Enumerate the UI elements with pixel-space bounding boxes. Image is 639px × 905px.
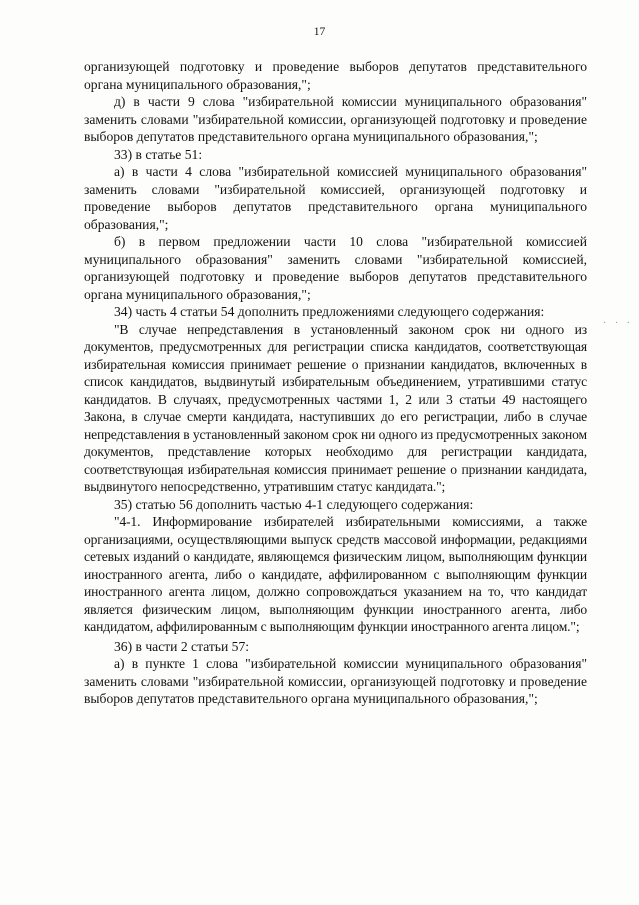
paragraph-item-36: 36) в части 2 статьи 57: (114, 638, 250, 654)
paragraph-item-36a: а) в пункте 1 слова "избирательной комиссии муниципального образования" заменить словами "избирательной комиссии, организующей подготовку и проведение выборов депутатов представительного органа муниципального образования,"; (84, 656, 587, 706)
document-body (84, 58, 587, 708)
paragraph-item-34: 34) часть 4 статьи 54 дополнить предложениями следующего содержания: (114, 304, 545, 319)
paragraph-quote-35: "4-1. Информирование избирателей избирательными комиссиями, а также организациями, осуществляющими выпуск средств массовой информации, редакциями сетевых изданий о кандидате, являющемся физическим лицом, выполняющим функции иностранного агента, либо о кандидате, аффилированном с выполняющим функции иностранного агента лицом, должно сопровождаться указанием на то, что кандидат является физическим лицом, выполняющим функции иностранного агента, либо кандидатом, аффилированным с выполняющим функции иностранного агента лицом."; (84, 514, 587, 634)
paragraph-item-33a: а) в части 4 слова "избирательной комиссией муниципального образования" заменить словами "избирательной комиссией, организующей подготовку и проведение выборов депутатов представительного органа муниципального образования,"; (84, 164, 587, 232)
page-number: 17 (313, 26, 326, 38)
scan-margin-marks: · · · (603, 318, 633, 329)
paragraph-item-35: 35) статью 56 дополнить частью 4-1 следующего содержания: (114, 496, 474, 512)
paragraph-quote-34: "В случае непредставления в установленный законом срок ни одного из документов, предусмотренных для регистрации списка кандидатов, соответствующая избирательная комиссия принимает решение о признании кандидатов, включенных в список кандидатов, выдвинутый избирательным объединением, утратившими статус кандидатов. В случаях, предусмотренных частями 1, 2 или 3 статьи 49 настоящего Закона, в случае смерти кандидата, наступивших до его регистрации, либо в случае непредставления в установленный законом срок ни одного из предусмотренных законом документов, представление которых необходимо для регистрации кандидата, соответствующая избирательная комиссия принимает решение о признании кандидата, выдвинутого непосредственно, утратившим статус кандидата."; (84, 321, 587, 494)
paragraph-item-d: д) в части 9 слова "избирательной комиссии муниципального образования" заменить словами "избирательной комиссии, организующей подготовку и проведение выборов депутатов представительного органа муниципального образования,"; (84, 94, 587, 144)
paragraph-item-33: 33) в статье 51: (114, 146, 203, 162)
paragraph-item-33b: б) в первом предложении части 10 слова "избирательной комиссией муниципального образования" заменить словами "избирательной комиссией, организующей подготовку и проведение выборов депутатов представительного органа муниципального образования,"; (84, 234, 587, 302)
paragraph-continuation: организующей подготовку и проведение выборов депутатов представительного органа муниципального образования,"; (84, 59, 587, 92)
